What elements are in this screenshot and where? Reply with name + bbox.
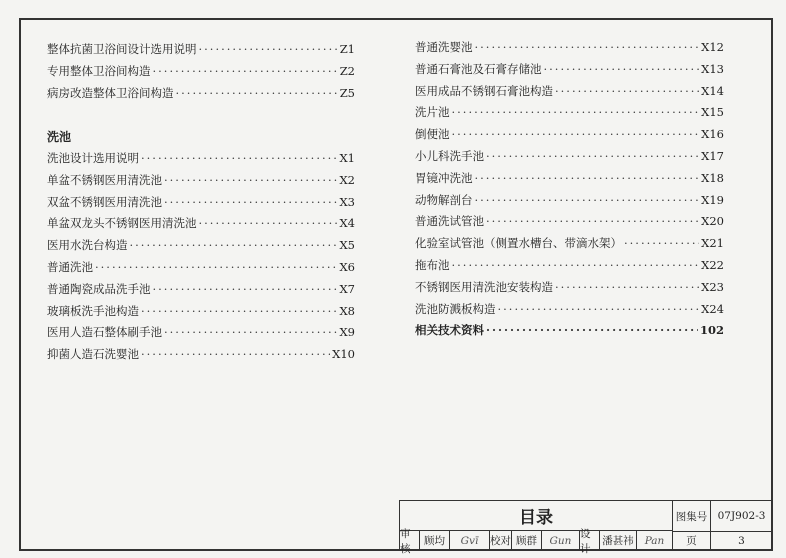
- drawing-title: 目录: [400, 501, 673, 531]
- toc-entry-title: 动物解剖台: [415, 192, 473, 207]
- review-label: 审核: [400, 531, 420, 550]
- designer-signature: Pan: [637, 531, 673, 550]
- title-block: [399, 500, 771, 555]
- leader-dots: [164, 195, 337, 209]
- toc-entry-title: 整体抗菌卫浴间设计选用说明: [47, 42, 197, 56]
- section-heading-washbasin: 洗池: [47, 130, 72, 144]
- toc-entry: [415, 323, 724, 337]
- reviewer-name: 顾均: [420, 531, 450, 550]
- checker-name: 顾群: [512, 531, 542, 550]
- toc-entry-title: 医用水洗台构造: [47, 238, 128, 253]
- toc-entry-code: X6: [339, 260, 355, 274]
- toc-entry-code: X14: [701, 83, 724, 98]
- leader-dots: [153, 282, 338, 296]
- toc-entry-title: 不锈钢医用清洗池安装构造: [415, 279, 553, 294]
- toc-entry-title: 洗池设计选用说明: [47, 151, 139, 165]
- toc-entry: [47, 304, 355, 318]
- toc-entry: [47, 238, 355, 252]
- toc-entry: [415, 84, 724, 98]
- leader-dots: [164, 325, 337, 339]
- toc-entry-title: 单盆不锈钢医用清洗池: [47, 172, 162, 187]
- toc-entry-code: X18: [701, 170, 724, 185]
- leader-dots: [452, 105, 700, 119]
- check-label: 校对: [490, 531, 512, 550]
- toc-entry-title: 洗片池: [415, 105, 450, 120]
- leader-dots: [452, 258, 700, 272]
- toc-entry-title: 相关技术资料: [415, 323, 484, 338]
- leader-dots: [475, 193, 700, 207]
- toc-entry: [47, 64, 355, 78]
- leader-dots: [486, 323, 698, 337]
- leader-dots: [555, 84, 699, 98]
- toc-entry-code: X4: [339, 216, 355, 231]
- toc-entry-title: 医用人造石整体刷手池: [47, 325, 162, 340]
- toc-entry: [47, 282, 355, 296]
- toc-entry: [415, 62, 724, 76]
- toc-entry-code: 102: [699, 323, 724, 338]
- toc-entry: [47, 86, 355, 100]
- toc-entry: [47, 325, 355, 339]
- atlas-label: 图集号: [673, 501, 711, 531]
- leader-dots: [555, 280, 699, 294]
- leader-dots: [199, 216, 338, 230]
- leader-dots: [199, 42, 338, 56]
- toc-entry-code: X17: [701, 149, 724, 163]
- toc-entry-title: 普通石膏池及石膏存储池: [415, 61, 542, 76]
- leader-dots: [176, 86, 338, 100]
- toc-entry: [47, 216, 355, 230]
- toc-entry-code: X15: [701, 105, 724, 120]
- toc-entry-code: X10: [332, 347, 355, 362]
- toc-entry-title: 普通陶瓷成品洗手池: [47, 281, 151, 296]
- toc-entry-title: 倒便池: [415, 127, 450, 142]
- leader-dots: [624, 236, 699, 250]
- toc-entry-title: 化验室试管池（侧置水槽台、带滴水架）: [415, 236, 622, 251]
- toc-entry-title: 拖布池: [415, 258, 450, 272]
- leader-dots: [544, 62, 700, 76]
- signature-row: [400, 527, 673, 555]
- toc-entry-code: X23: [701, 279, 724, 294]
- toc-entry: [415, 171, 724, 185]
- toc-entry-code: X12: [701, 40, 724, 54]
- leader-dots: [153, 64, 338, 78]
- toc-entry-title: 专用整体卫浴间构造: [47, 64, 151, 78]
- toc-entry-code: X9: [339, 325, 355, 340]
- reviewer-signature: Gvī: [450, 531, 490, 550]
- toc-entry: [415, 127, 724, 141]
- designer-name: 潘甚祎: [600, 531, 637, 550]
- toc-entry-code: X22: [701, 258, 724, 272]
- leader-dots: [486, 149, 699, 163]
- toc-entry: [415, 40, 724, 54]
- toc-entry-code: X19: [701, 192, 724, 207]
- toc-entry-title: 普通洗试管池: [415, 214, 484, 229]
- toc-entry: [47, 42, 355, 56]
- leader-dots: [498, 302, 700, 316]
- toc-entry-code: X7: [339, 281, 355, 296]
- toc-entry: [415, 193, 724, 207]
- leader-dots: [452, 127, 700, 141]
- toc-entry: [47, 173, 355, 187]
- leader-dots: [475, 171, 700, 185]
- leader-dots: [95, 260, 337, 274]
- toc-entry-code: X1: [339, 151, 355, 165]
- toc-entry-title: 双盆不锈钢医用清洗池: [47, 194, 162, 209]
- toc-entry-title: 抑菌人造石洗婴池: [47, 347, 139, 362]
- toc-entry: [415, 280, 724, 294]
- leader-dots: [475, 40, 700, 54]
- checker-signature: Gun: [542, 531, 580, 550]
- leader-dots: [164, 173, 337, 187]
- design-label: 设计: [580, 531, 600, 550]
- toc-entry-code: X5: [339, 238, 355, 253]
- page-label: 页: [673, 531, 711, 550]
- toc-entry-title: 单盆双龙头不锈钢医用清洗池: [47, 216, 197, 231]
- toc-entry: [47, 260, 355, 274]
- toc-entry: [415, 214, 724, 228]
- toc-entry-code: X24: [701, 301, 724, 316]
- page-number: 3: [738, 534, 745, 547]
- leader-dots: [141, 151, 337, 165]
- toc-entry: [415, 149, 724, 163]
- toc-entry: [47, 347, 355, 361]
- toc-entry: [415, 258, 724, 272]
- toc-entry-code: Z5: [339, 86, 355, 100]
- toc-entry-title: 病房改造整体卫浴间构造: [47, 86, 174, 100]
- leader-dots: [141, 304, 337, 318]
- toc-entry-title: 玻璃板洗手池构造: [47, 303, 139, 318]
- toc-entry: [415, 105, 724, 119]
- toc-entry-title: 普通洗婴池: [415, 40, 473, 54]
- toc-entry: [415, 236, 724, 250]
- toc-entry-code: X13: [701, 61, 724, 76]
- toc-entry: [415, 302, 724, 316]
- toc-entry-code: X20: [701, 214, 724, 229]
- leader-dots: [486, 214, 699, 228]
- toc-entry-title: 医用成品不锈钢石膏池构造: [415, 83, 553, 98]
- toc-entry-code: X21: [701, 236, 724, 251]
- toc-entry-title: 小儿科洗手池: [415, 149, 484, 163]
- leader-dots: [130, 238, 338, 252]
- toc-entry: [47, 195, 355, 209]
- toc-entry-code: Z2: [339, 64, 355, 78]
- toc-entry-code: X2: [339, 172, 355, 187]
- toc-entry-code: X16: [701, 127, 724, 142]
- toc-entry-title: 普通洗池: [47, 260, 93, 274]
- toc-entry: [47, 151, 355, 165]
- toc-entry-code: X8: [339, 303, 355, 318]
- atlas-number: 07J902-3: [717, 510, 766, 522]
- toc-entry-code: X3: [339, 194, 355, 209]
- toc-entry-title: 胃镜冲洗池: [415, 170, 473, 185]
- toc-entry-title: 洗池防溅板构造: [415, 301, 496, 316]
- leader-dots: [141, 347, 330, 361]
- toc-entry-code: Z1: [339, 42, 355, 56]
